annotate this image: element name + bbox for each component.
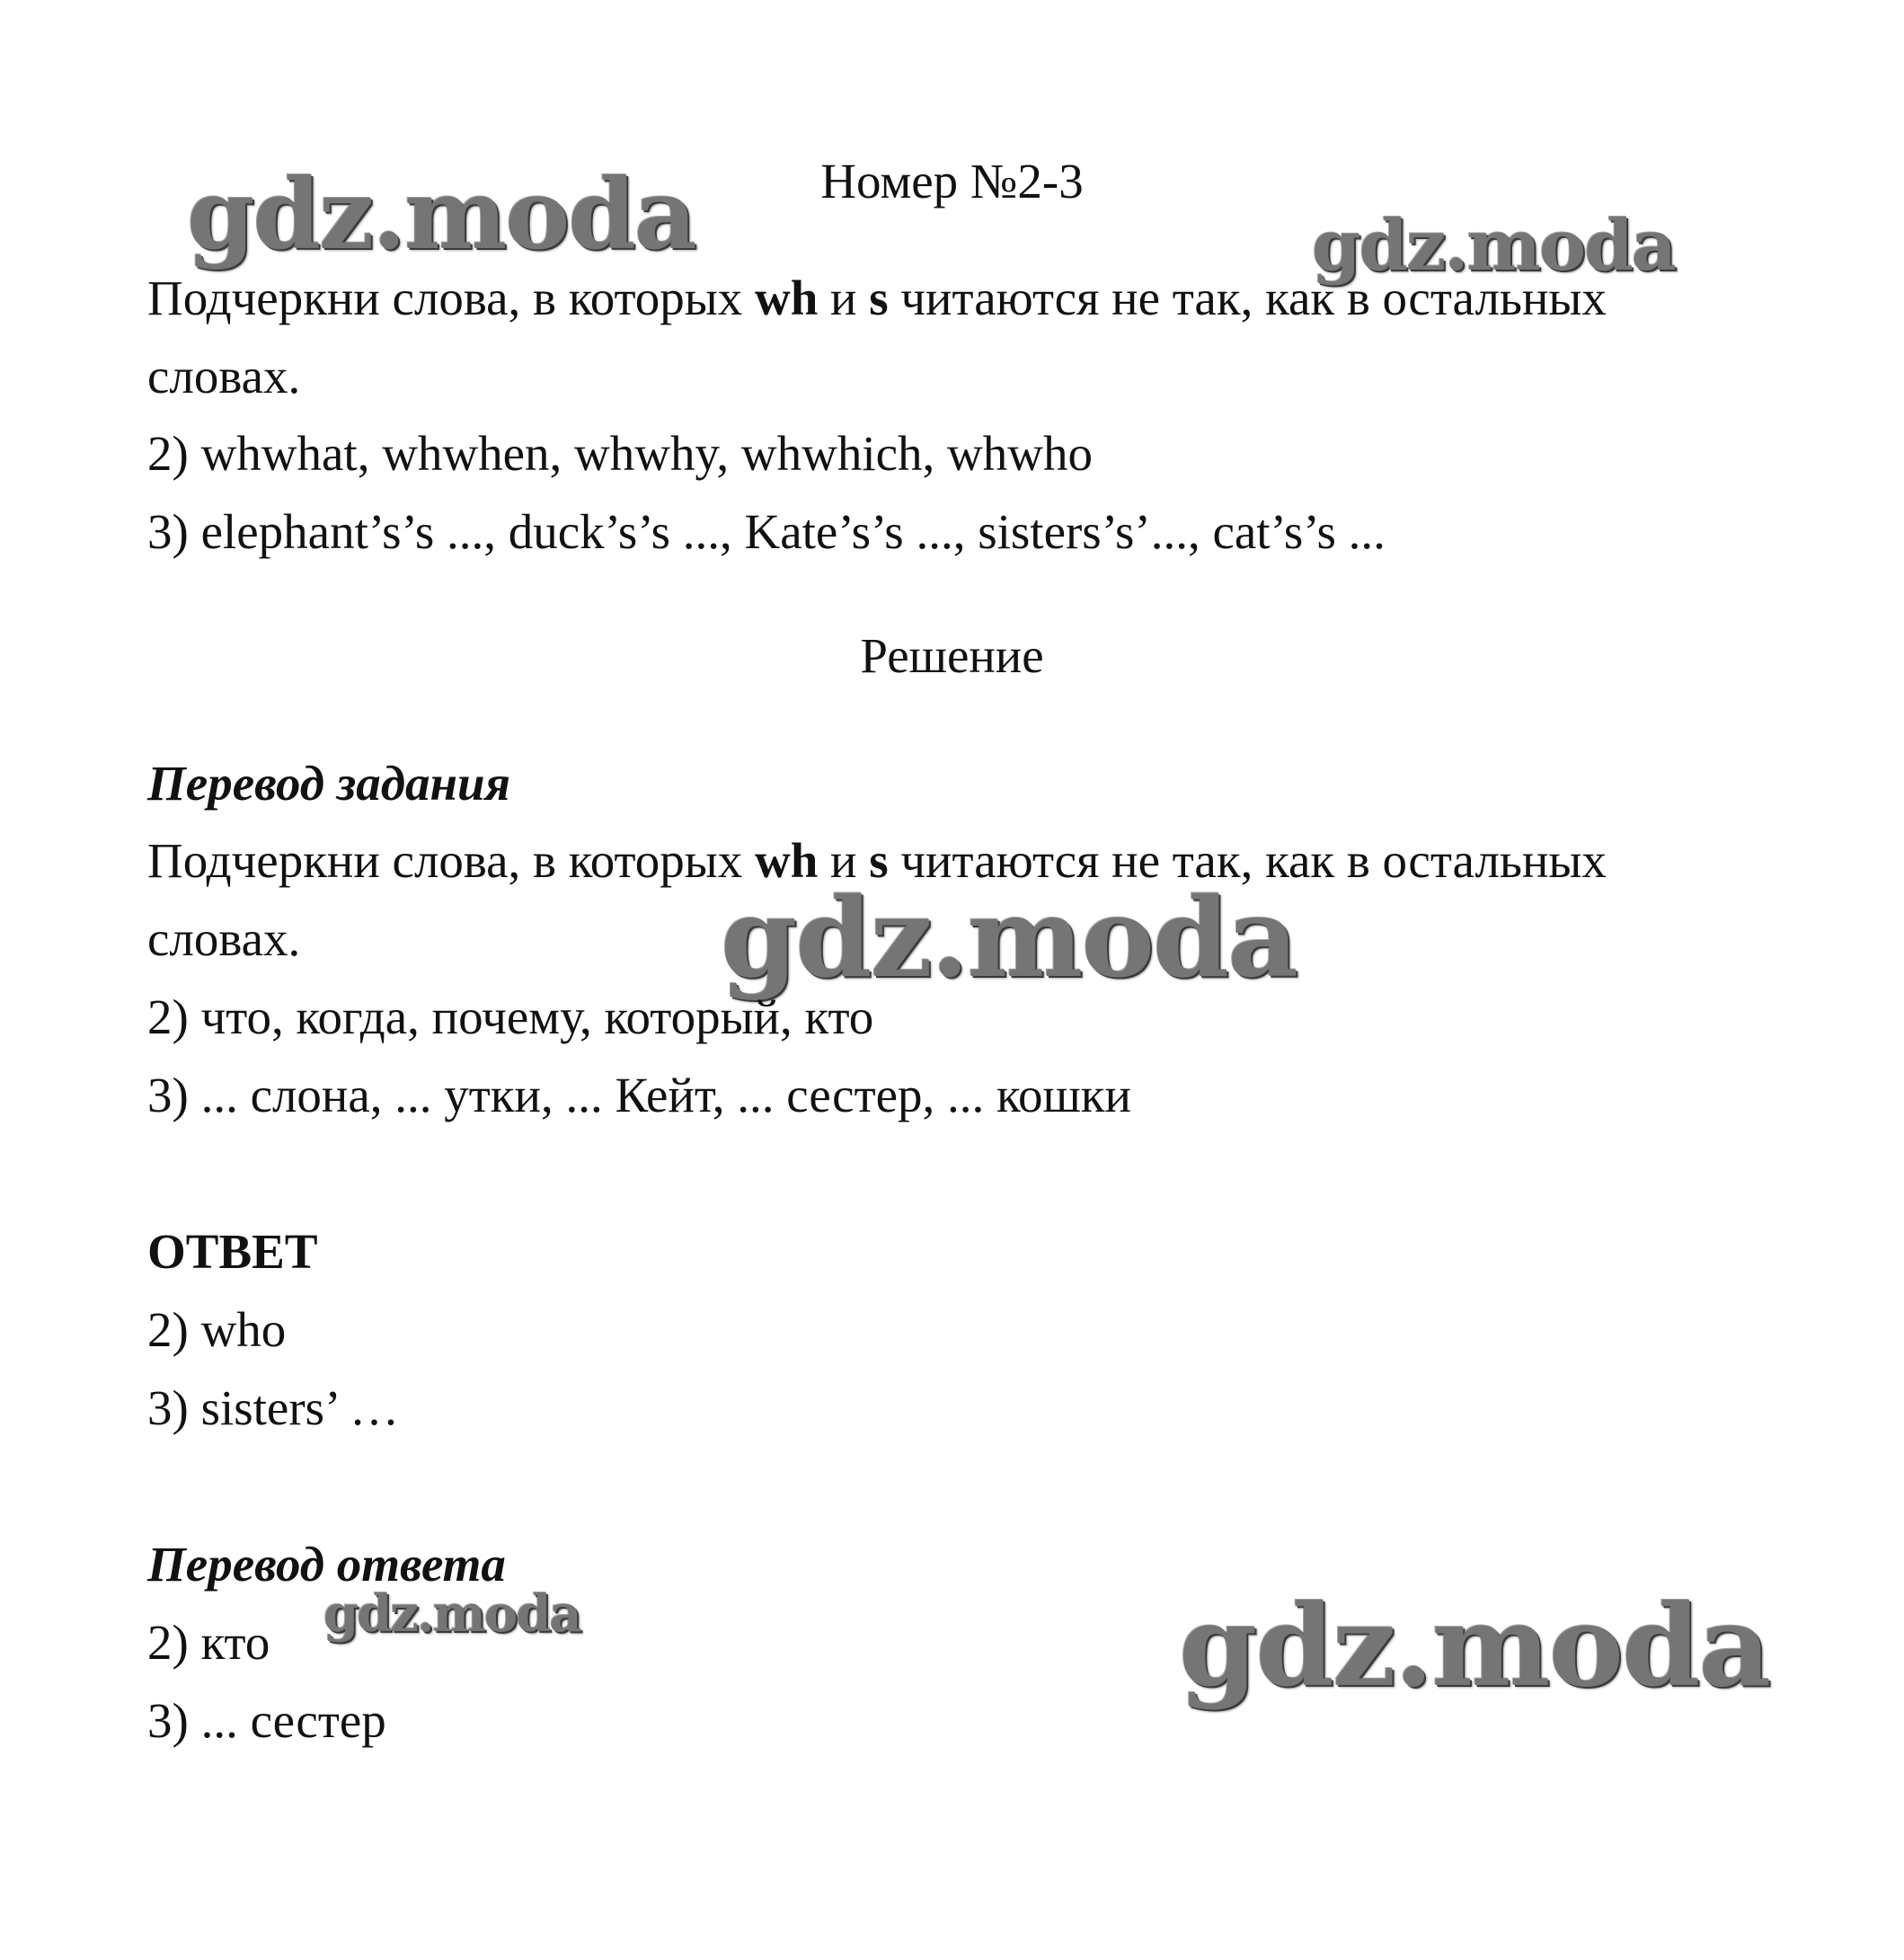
translation-item-2: 2) что, когда, почему, который, кто bbox=[147, 989, 874, 1044]
translation-answer-item-2: 2) кто bbox=[147, 1615, 270, 1670]
translation-letter-s: s bbox=[869, 833, 889, 888]
translation-answer-item-3: 3) ... сестер bbox=[147, 1693, 386, 1748]
watermark-logo: gdz.moda bbox=[187, 158, 695, 271]
answer-item-3: 3) sisters’ … bbox=[147, 1380, 400, 1435]
watermark-logo: gdz.moda bbox=[1179, 1581, 1770, 1712]
task-letters-wh: wh bbox=[754, 270, 819, 325]
translation-instruction-part: Подчеркни слова, в которых bbox=[147, 833, 755, 888]
translation-instruction-part: читаются не так, как в остальных bbox=[888, 833, 1607, 888]
task-instruction bbox=[147, 271, 1607, 325]
solution-heading: Решение bbox=[860, 628, 1044, 683]
translation-instruction bbox=[147, 834, 1607, 888]
translation-instruction-line2: словах. bbox=[147, 911, 301, 966]
page-title: Номер №2-3 bbox=[820, 154, 1084, 208]
task-instruction-part: Подчеркни слова, в которых bbox=[147, 270, 755, 325]
task-instruction-part: читаются не так, как в остальных bbox=[888, 270, 1607, 325]
task-instruction-part: и bbox=[818, 270, 870, 325]
translation-answer-heading: Перевод ответа bbox=[147, 1537, 506, 1592]
task-item-2: 2) whwhat, whwhen, whwhy, whwhich, whwho bbox=[147, 426, 1093, 481]
watermark-logo: gdz.moda bbox=[721, 873, 1297, 1002]
task-instruction-line2: словах. bbox=[147, 349, 301, 404]
translation-letters-wh: wh bbox=[754, 833, 819, 888]
task-item-3: 3) elephant’s’s ..., duck’s’s ..., Kate’s’s ..., sisters’s’..., cat’s’s ... bbox=[147, 504, 1386, 559]
translation-instruction-part: и bbox=[818, 833, 870, 888]
translation-task-heading: Перевод задания bbox=[147, 756, 510, 811]
answer-item-2: 2) who bbox=[147, 1302, 287, 1357]
translation-item-3: 3) ... слона, ... утки, ... Кейт, ... сестер, ... кошки bbox=[147, 1068, 1131, 1122]
watermark-logo: gdz.moda bbox=[323, 1584, 580, 1644]
answer-heading: ОТВЕТ bbox=[147, 1224, 318, 1279]
task-letter-s: s bbox=[869, 270, 889, 325]
watermark-logo: gdz.moda bbox=[1312, 205, 1676, 287]
